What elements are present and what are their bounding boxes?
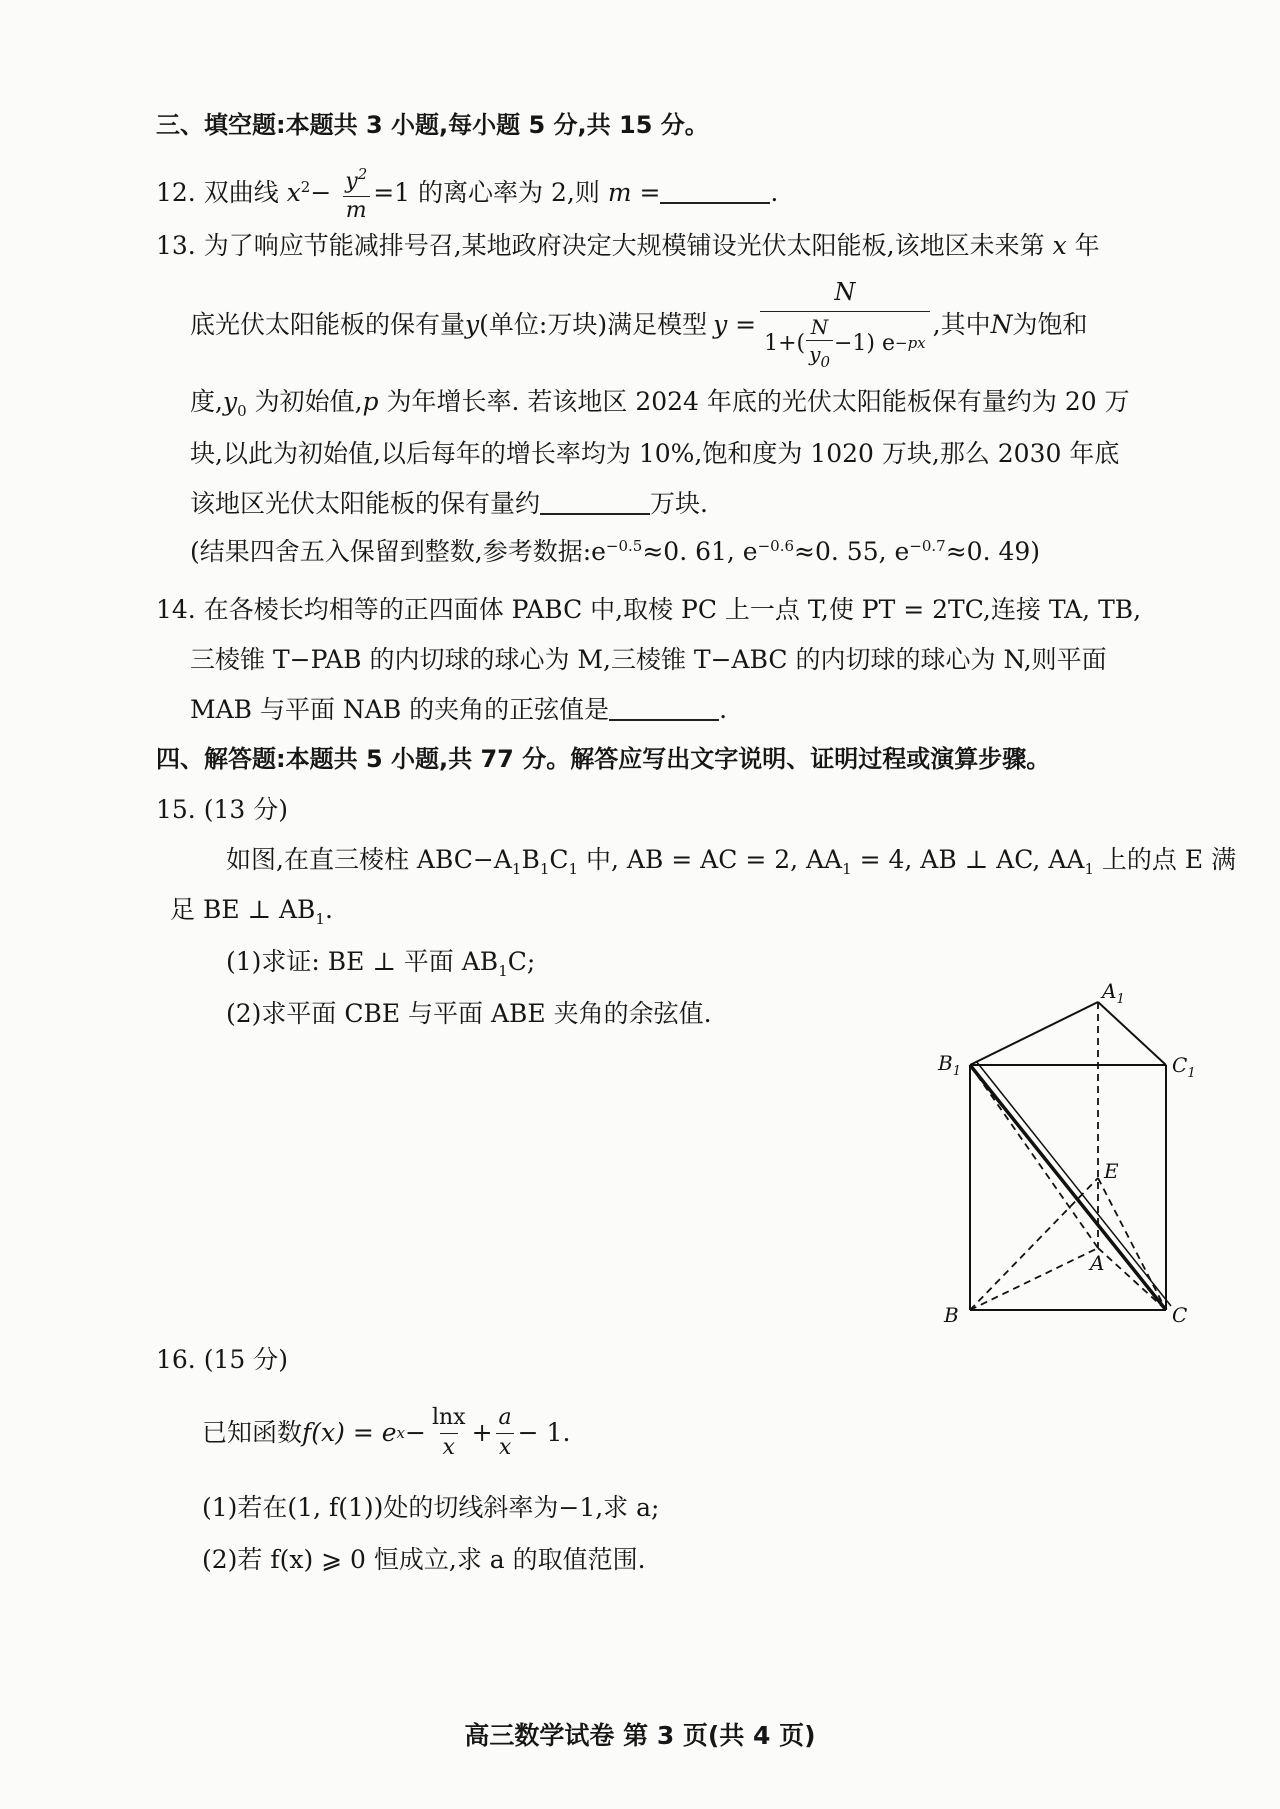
q15-line1-f: 上的点 E 满 [1093, 845, 1237, 874]
q13-line5-b: 万块. [650, 489, 708, 518]
label-c1: $C_1$ [1172, 1053, 1196, 1081]
q15-line1-d: 中, AB = AC = 2, AA [578, 845, 843, 874]
q13-reference-data [190, 538, 1040, 566]
q13-line3-zero: 0 [237, 402, 247, 420]
q14-line3-b: . [719, 695, 728, 724]
q15-line2-b: . [324, 895, 333, 924]
q13-line3-b: 为初始值, [254, 387, 363, 416]
label-a: A [1090, 1251, 1105, 1275]
q15-sub-c1: 1 [568, 860, 579, 878]
edge-b1-a1 [970, 1002, 1098, 1065]
q13-line2-a: 底光伏太阳能板的保有量 [190, 310, 466, 340]
q16-plus: + [471, 1418, 493, 1448]
q16-minus: − [404, 1418, 426, 1448]
q12-fraction [342, 166, 370, 223]
q13-ref-c: ≈0. 55, e [794, 537, 910, 566]
q16-tail: − 1. [517, 1418, 571, 1448]
edge-b-a-hidden [970, 1248, 1098, 1310]
q16-def-a: 已知函数 [202, 1418, 303, 1448]
edge-b1-c-double [970, 1065, 1166, 1310]
label-c: C [1172, 1303, 1188, 1327]
q15-part-2: (2)求平面 CBE 与平面 ABE 夹角的余弦值. [226, 999, 712, 1028]
q15-part-1 [226, 948, 535, 980]
q12-minus: − [310, 178, 332, 208]
q15-line1-e: = 4, AB ⊥ AC, AA [851, 845, 1085, 874]
page-footer: 高三数学试卷 第 3 页(共 4 页) [464, 1721, 816, 1750]
q12-number: 12. [156, 178, 196, 208]
q13-line1-var: x [1052, 231, 1067, 260]
q15-part1-sub: 1 [498, 962, 508, 980]
q15-line1-c: C [549, 845, 569, 874]
q12-frac-den: m [343, 196, 370, 223]
label-e: E [1104, 1159, 1119, 1183]
q13-line1-text: 13. 为了响应节能减排号召,某地政府决定大规模铺设光伏太阳能板,该地区未来第 [156, 231, 1045, 260]
q13-ref-b: ≈0. 61, e [642, 537, 758, 566]
q13-ref-exp1: −0.5 [605, 537, 643, 555]
q16-fx: f(x) = e [302, 1418, 397, 1448]
q13-inner-fraction [806, 316, 833, 371]
q13-inner-den [806, 340, 833, 371]
q13-model-y: y = [713, 310, 757, 340]
q12-end: . [770, 178, 779, 208]
q14-line-3 [190, 696, 727, 724]
q12-text-before: 双曲线 [203, 178, 279, 208]
q13-answer-blank[interactable] [540, 491, 650, 515]
q13-line-4: 块,以此为初始值,以后每年的增长率均为 10%,饱和度为 1020 万块,那么 2030 年底 [190, 439, 1120, 468]
q13-line1-end: 年 [1074, 231, 1100, 260]
section-4-heading: 四、解答题:本题共 5 小题,共 77 分。解答应写出文字说明、证明过程或演算步骤。 [156, 745, 1051, 773]
q16-exp-x: x [396, 1423, 405, 1442]
q12-x: x [286, 178, 301, 208]
q13-line2-b: (单位:万块)满足模型 [479, 310, 708, 340]
q13-line2-c: ,其中 [932, 310, 991, 340]
q15-sub-aa1-b: 1 [1084, 860, 1094, 878]
q13-line-2 [190, 280, 1088, 370]
q13-den-exp: −px [895, 334, 926, 353]
q15-line1-b: B [521, 845, 540, 874]
q15-line1-a: 如图,在直三棱柱 ABC−A [226, 845, 512, 874]
q13-den-a: 1+( [764, 330, 806, 356]
q13-line-3 [190, 388, 1130, 420]
q13-line3-y: y [222, 387, 238, 416]
label-a1: $A_1$ [1102, 980, 1125, 1007]
q13-ref-d: ≈0. 49) [945, 537, 1041, 566]
q13-den-b: −1) e [833, 330, 896, 356]
q15-sub-ab1: 1 [315, 910, 325, 928]
label-b: B [944, 1303, 959, 1327]
q13-ref-exp3: −0.7 [909, 537, 946, 555]
q13-line2-d: 为饱和 [1012, 310, 1088, 340]
q16-part-2: (2)若 f(x) ⩾ 0 恒成立,求 a 的取值范围. [202, 1545, 646, 1574]
q12-eq-one: =1 [373, 178, 411, 208]
q15-line2-a: 足 BE ⊥ AB [170, 895, 316, 924]
segment-b1-a-hidden [970, 1065, 1098, 1248]
q15-line-1 [226, 846, 1236, 878]
q16-frac-lnx-num: lnx [431, 1405, 466, 1431]
q13-ref-a: (结果四舍五入保留到整数,参考数据:e [190, 537, 606, 566]
q15-sub-b1: 1 [539, 860, 550, 878]
q13-line2-N: N [990, 310, 1013, 340]
q16-frac-lnx-den: x [440, 1433, 458, 1460]
section-3-heading: 三、填空题:本题共 3 小题,每小题 5 分,共 15 分。 [156, 111, 709, 139]
q14-answer-blank[interactable] [609, 697, 719, 721]
q15-header: 15. (13 分) [156, 795, 288, 824]
q16-frac-lnx [429, 1406, 469, 1459]
label-b1: $B_1$ [938, 1051, 961, 1079]
q15-line-2 [170, 896, 333, 928]
q12-text-after: 的离心率为 2,则 [418, 178, 600, 208]
q13-line3-p: p [362, 387, 379, 416]
q15-prism-figure [930, 980, 1210, 1340]
q14-line-2: 三棱锥 T−PAB 的内切球的球心为 M,三棱锥 T−ABC 的内切球的球心为 N,则平面 [190, 645, 1107, 674]
q12-m-eq: m = [607, 178, 661, 208]
q15-part1-a: (1)求证: BE ⊥ 平面 AB [226, 947, 499, 976]
q12-y-exp: 2 [357, 165, 368, 183]
q16-frac-a-num: a [498, 1405, 512, 1431]
q13-line5-a: 该地区光伏太阳能板的保有量约 [190, 489, 541, 518]
q15-part1-b: C; [507, 947, 536, 976]
q16-frac-a-den: x [496, 1433, 514, 1460]
q15-sub-aa1-a: 1 [842, 860, 852, 878]
q13-line2-y: y [465, 310, 480, 340]
q16-definition [202, 1398, 570, 1468]
q16-header: 16. (15 分) [156, 1345, 288, 1374]
q16-frac-a [496, 1406, 515, 1459]
q13-model-numerator: N [834, 278, 856, 307]
q13-ref-exp2: −0.6 [757, 537, 795, 555]
q13-model-fraction [760, 279, 930, 371]
q13-line-1 [156, 232, 1100, 260]
q13-line-5 [190, 490, 708, 518]
q12-y: y [345, 169, 358, 194]
q14-line-1: 14. 在各棱长均相等的正四面体 PABC 中,取棱 PC 上一点 T,使 PT = 2TC,连接 TA, TB, [156, 595, 1142, 624]
q12-frac-num [342, 166, 370, 196]
segment-e-c-hidden [1098, 1178, 1166, 1310]
q13-inner-y: y [809, 342, 821, 367]
q13-inner-num: N [810, 315, 829, 340]
q13-line3-c: 为年增长率. 若该地区 2024 年底的光伏太阳能板保有量约为 20 万 [386, 387, 1130, 416]
q13-inner-zero: 0 [820, 353, 830, 372]
q12-exp: 2 [300, 178, 311, 197]
edge-a1-c1 [1098, 1002, 1166, 1065]
edge-b1-c-second-line [976, 1061, 1171, 1306]
q15-sub-a1: 1 [511, 860, 522, 878]
q16-part-1: (1)若在(1, f(1))处的切线斜率为−1,求 a; [202, 1493, 660, 1522]
q14-line3-a: MAB 与平面 NAB 的夹角的正弦值是 [190, 695, 610, 724]
q13-model-denominator [760, 311, 930, 371]
question-12 [156, 166, 778, 223]
q13-line3-a: 度, [190, 387, 223, 416]
segment-b-e-hidden [970, 1178, 1098, 1310]
q12-answer-blank[interactable] [660, 180, 770, 204]
